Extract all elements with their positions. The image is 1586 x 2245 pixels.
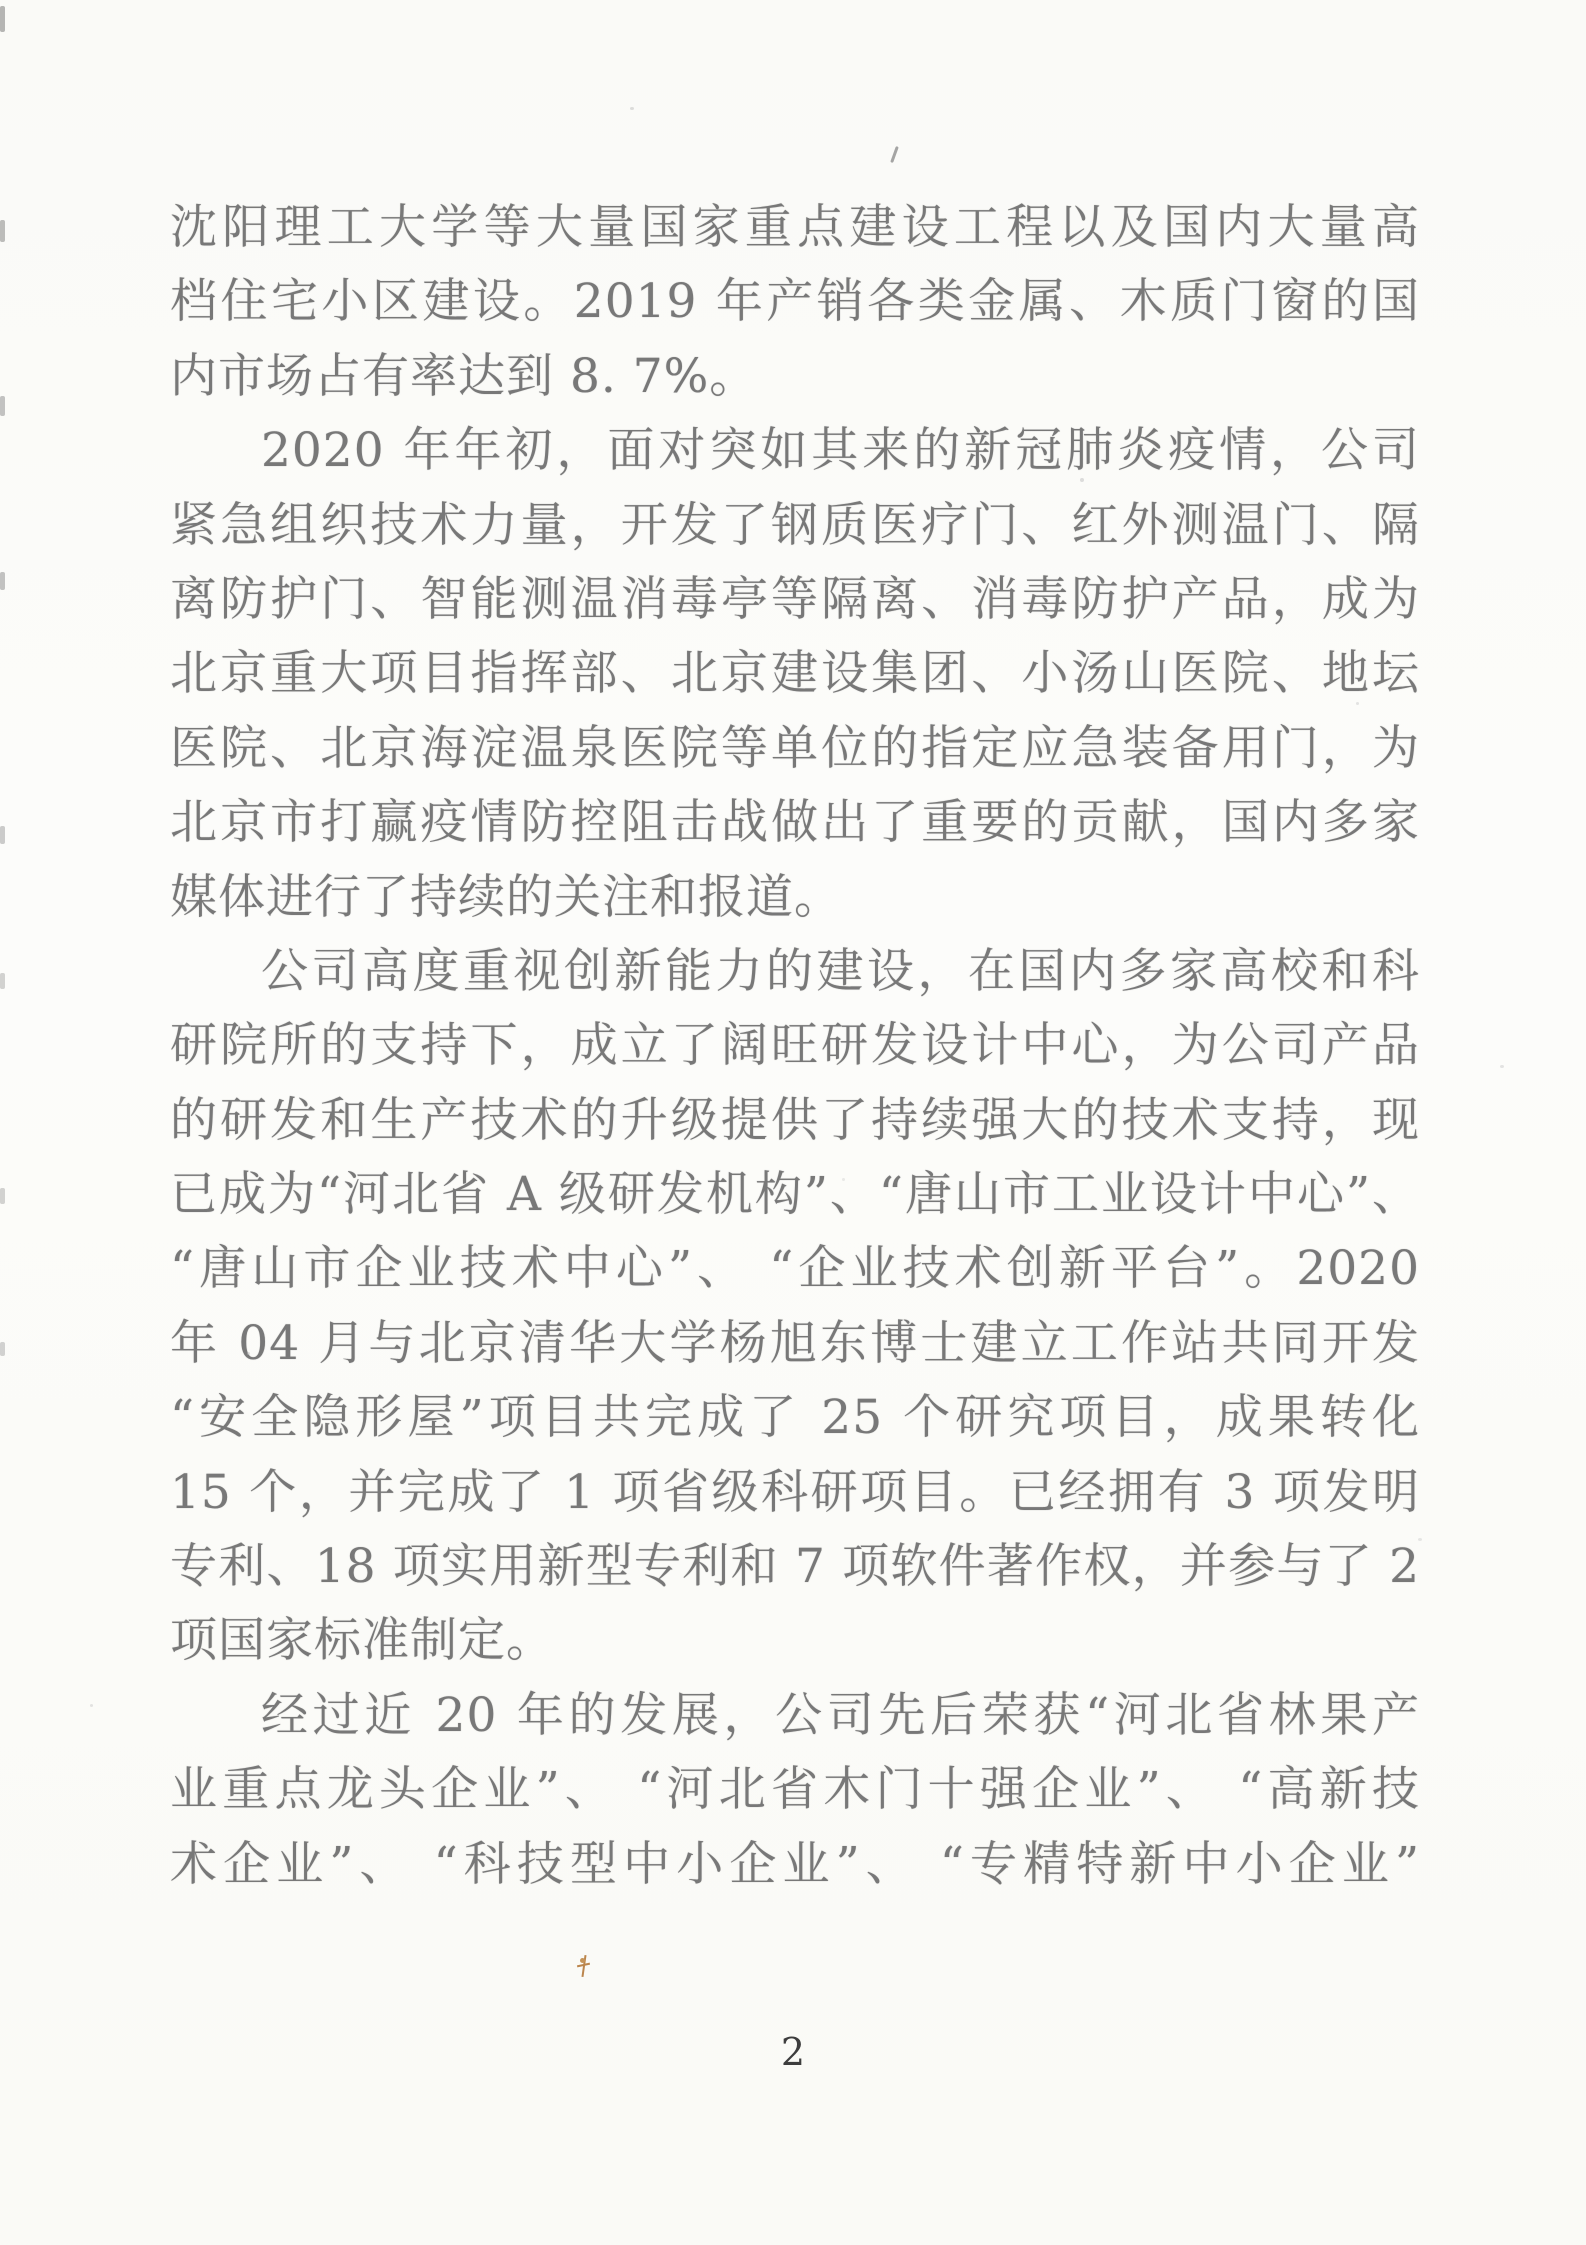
text-line: 档住宅小区建设。2019 年产销各类金属、木质门窗的国 <box>170 274 1420 330</box>
scan-edge-mark <box>0 572 5 590</box>
text-line: 媒体进行了持续的关注和报道。 <box>170 869 842 925</box>
text-line: 医院、北京海淀温泉医院等单位的指定应急装备用门，为 <box>170 720 1420 776</box>
ink-stain <box>577 1955 591 1977</box>
text-line: 紧急组织技术力量，开发了钢质医疗门、红外测温门、隔 <box>170 497 1420 553</box>
scan-edge-mark <box>0 396 5 416</box>
text-line: 2020 年年初，面对突如其来的新冠肺炎疫情，公司 <box>261 423 1420 479</box>
text-line: 沈阳理工大学等大量国家重点建设工程以及国内大量高 <box>170 200 1420 255</box>
text-line: 年 04 月与北京清华大学杨旭东博士建立工作站共同开发 <box>170 1315 1420 1371</box>
text-line: 离防护门、智能测温消毒亭等隔离、消毒防护产品，成为 <box>170 571 1420 627</box>
scan-speckle <box>1356 702 1359 705</box>
scan-edge-mark <box>0 6 5 32</box>
scan-speckle <box>247 1352 250 1355</box>
scan-edge-mark <box>0 1188 5 1204</box>
text-line: 的研发和生产技术的升级提供了持续强大的技术支持，现 <box>170 1092 1420 1148</box>
text-line: 专利、18 项实用新型专利和 7 项软件著作权，并参与了 2 <box>170 1539 1420 1595</box>
text-line: “安全隐形屋”项目共完成了 25 个研究项目，成果转化 <box>170 1390 1420 1446</box>
text-line: 公司高度重视创新能力的建设，在国内多家高校和科 <box>261 943 1420 999</box>
scan-speckle <box>1080 478 1084 482</box>
text-line: 业重点龙头企业”、 “河北省木门十强企业”、 “高新技 <box>170 1762 1420 1818</box>
text-line: 北京重大项目指挥部、北京建设集团、小汤山医院、地坛 <box>170 646 1420 702</box>
text-line: 内市场占有率达到 8. 7%。 <box>170 348 758 404</box>
scan-speckle <box>1500 1065 1504 1068</box>
scan-edge-mark <box>0 973 5 989</box>
scan-speckle <box>630 107 634 110</box>
scan-edge-mark <box>0 220 5 242</box>
page-number: 2 <box>780 2030 806 2074</box>
document-body <box>170 191 1420 1902</box>
scan-speckle <box>842 1178 845 1181</box>
scan-speckle <box>1418 1538 1422 1541</box>
text-line: 15 个，并完成了 1 项省级科研项目。已经拥有 3 项发明 <box>170 1464 1420 1520</box>
scan-edge-mark <box>0 1342 5 1356</box>
text-line: 研院所的支持下，成立了阔旺研发设计中心，为公司产品 <box>170 1018 1420 1074</box>
scan-speckle <box>90 1704 93 1707</box>
text-line: 北京市打赢疫情防控阻击战做出了重要的贡献，国内多家 <box>170 795 1420 851</box>
scan-edge-mark <box>0 826 5 844</box>
text-line: 项国家标准制定。 <box>170 1613 554 1669</box>
text-line: 术企业”、 “科技型中小企业”、 “专精特新中小企业” <box>170 1836 1420 1892</box>
text-line: 已成为“河北省 A 级研发机构”、“唐山市工业设计中心”、 <box>170 1167 1420 1223</box>
text-line: 经过近 20 年的发展，公司先后荣获“河北省林果产 <box>261 1687 1420 1743</box>
text-line: “唐山市企业技术中心”、 “企业技术创新平台”。2020 <box>170 1241 1420 1297</box>
